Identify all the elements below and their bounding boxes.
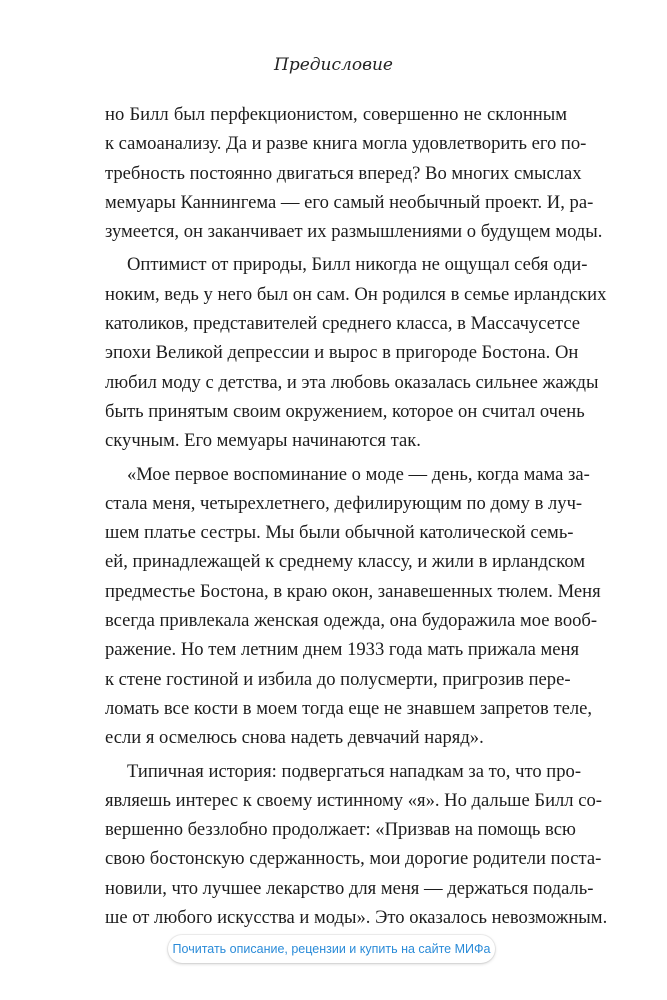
- text-line: стала меня, четырехлетнего, дефилирующим по дому в луч-: [105, 492, 583, 514]
- text-line: требность постоянно двигаться вперед? Во многих смыслах: [105, 162, 582, 184]
- text-line: любил моду с детства, и эта любовь оказалась сильнее жажды: [105, 371, 599, 393]
- text-line: но Билл был перфекционистом, совершенно не склонным: [105, 104, 567, 125]
- text-line: шем платье сестры. Мы были обычной католической семь-: [105, 522, 574, 544]
- text-line: всегда привлекала женская одежда, она будоражила мое вооб-: [105, 610, 598, 632]
- body-text: [105, 100, 608, 932]
- text-line: к самоанализу. Да и разве книга могла удовлетворить его по-: [105, 133, 587, 155]
- paragraph: [105, 757, 608, 933]
- text-line: Оптимист от природы, Билл никогда не ощущал себя оди-: [127, 254, 588, 276]
- text-line: ей, принадлежащей к среднему классу, и жили в ирландском: [105, 551, 586, 573]
- paragraph: [105, 460, 601, 753]
- text-line: Типичная история: подвергаться нападкам за то, что про-: [127, 760, 582, 782]
- paragraph: [105, 250, 607, 455]
- text-line: католиков, представителей среднего класса, в Массачусетсе: [105, 313, 581, 335]
- text-line: ломать все кости в моем тогда еще не знавшем запретов теле,: [105, 697, 593, 719]
- text-line: являешь интерес к своему истинному «я». Но дальше Билл со-: [105, 789, 602, 811]
- text-line: ше от любого искусства и моды». Это оказалось невозможным.: [105, 907, 608, 929]
- running-head: Предисловие: [274, 55, 393, 75]
- text-line: ноким, ведь у него был он сам. Он родился в семье ирландских: [105, 283, 607, 305]
- text-line: быть принятым своим окружением, которое он считал очень: [105, 400, 585, 422]
- text-line: если я осмелюсь снова надеть девчачий наряд».: [105, 727, 484, 749]
- text-line: эпохи Великой депрессии и вырос в пригороде Бостона. Он: [105, 342, 579, 364]
- text-line: скучным. Его мемуары начинаются так.: [105, 430, 421, 452]
- buy-book-link[interactable]: Почитать описание, рецензии и купить на сайте МИФа: [168, 935, 495, 963]
- text-line: «Мое первое воспоминание о моде — день, когда мама за-: [127, 463, 590, 485]
- text-line: предместье Бостона, в краю окон, занавешенных тюлем. Меня: [105, 580, 601, 602]
- text-line: новили, что лучшее лекарство для меня — держаться подаль-: [105, 877, 594, 899]
- text-line: ражение. Но тем летним днем 1933 года мать прижала меня: [105, 639, 580, 661]
- text-line: мемуары Каннингема — его самый необычный проект. И, ра-: [105, 191, 594, 213]
- text-line: к стене гостиной и избила до полусмерти, пригрозив пере-: [105, 668, 571, 690]
- text-line: свою бостонскую сдержанность, мои дорогие родители поста-: [105, 848, 602, 870]
- text-line: зумеется, он заканчивает их размышлениями о будущем моды.: [105, 221, 603, 243]
- text-line: вершенно беззлобно продолжает: «Призвав на помощь всю: [105, 819, 576, 841]
- paragraph: [105, 100, 603, 246]
